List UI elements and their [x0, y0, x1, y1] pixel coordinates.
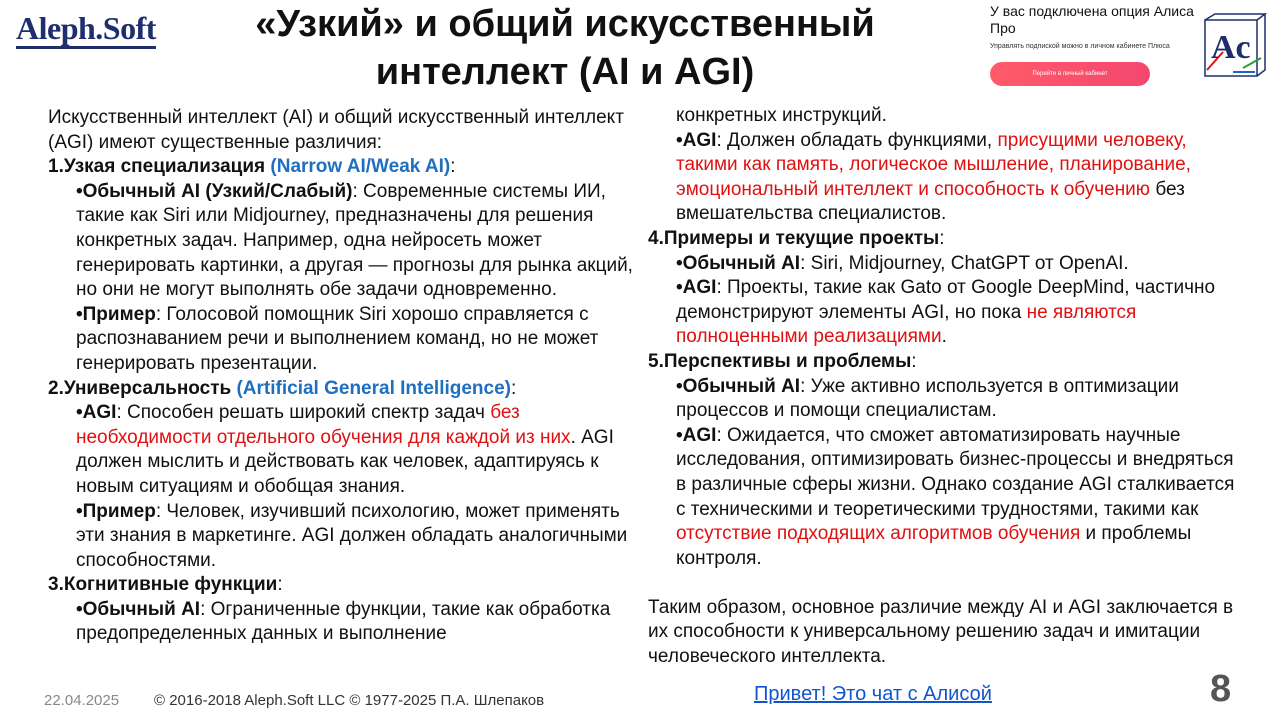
s4-bullet-2-tail: . [941, 326, 947, 348]
s3-bullet-1-text: : Ограниченные функции, такие как обработка предопределенных данных и выполнение [76, 598, 611, 645]
aleph-soft-logo: Aleph.Soft [16, 10, 156, 49]
section-1-title: 1.Узкая специализация [48, 156, 266, 178]
section-3-title: 3.Когнитивные функции [48, 574, 278, 596]
section-1-tag: (Narrow AI/Weak AI) [270, 156, 451, 178]
s2-bullet-2-label: •Пример [76, 500, 156, 522]
s2-bullet-2-text: : Человек, изучивший психологию, может применять эти знания в маркетинге. AGI должен обладать аналогичными способностями. [76, 500, 628, 571]
s5-bullet-2-label: •AGI [676, 424, 717, 446]
s5-bullet-2-tail: и проблемы контроля. [676, 523, 1192, 569]
badge-letters: Ac [1211, 29, 1251, 66]
s1-bullet-2-label: •Пример [76, 303, 156, 325]
conclusion-text: Таким образом, основное различие между AI и AGI заключается в их способности к универсальному решению задач и имитации человеческого интеллекта. [648, 596, 1234, 668]
s3-bullet-2-highlight: присущими человеку, такими как память, логическое мышление, планирование, эмоциональный интеллект и способность к обучению [676, 129, 1191, 200]
page-number: 8 [1210, 668, 1232, 710]
section-2-title: 2.Универсальность [48, 377, 232, 399]
promo-title: У вас подключена опция Алиса Про [990, 3, 1194, 36]
s4-bullet-1-label: •Обычный AI [676, 252, 801, 274]
s5-bullet-2-highlight: отсутствие подходящих алгоритмов обучения [676, 523, 1081, 545]
s3-bullet-2-label: •AGI [676, 129, 717, 151]
alice-pro-promo [990, 3, 1200, 86]
left-column: Искусственный интеллект (AI) и общий искусственный интеллект (AGI) имеют существенные различия: 1.Узкая специализация (Narrow AI/Weak AI): •Обычный AI (Узкий/Слабый): Современные системы ИИ, такие как Siri или Midjourney, предназначены для решения конкретных задач. Например, одна нейросеть может генерировать картинки, а другая — прогнозы для рынка акций, но они не могут выполнять обе задачи одновременно. •Пример: Голосовой помощник Siri хорошо справляется с распознаванием речи и выполнением команд, но не может генерировать презентации. 2.Универсальность (Artificial General Intelligence): •AGI: Способен решать широкий спектр задач без необходимости отдельного обучения для каждой из них. AGI должен мыслить и действовать как человек, адаптируясь к новым ситуациям и обобщая знания. •Пример: Человек, изучивший психологию, может применять эти знания в маркетинге. AGI должен обладать аналогичными способностями. 3.Когнитивные функции: •Обычный AI: Ограниченные функции, такие как обработка предопределенных данных и выполнение [48, 106, 648, 647]
s4-bullet-2-text: : Проекты, такие как Gato от Google DeepMind, частично демонстрируют элементы AGI, но пока [676, 277, 1216, 323]
slide-title: «Узкий» и общий искусственный интеллект (AI и AGI) [255, 3, 875, 93]
s2-bullet-1-label: •AGI [76, 402, 117, 424]
s4-bullet-2-highlight: не являются полноценными реализациями [676, 301, 1137, 348]
section-2-tag: (Artificial General Intelligence) [236, 377, 512, 399]
s1-bullet-2-text: : Голосовой помощник Siri хорошо справляется с распознаванием речи и выполнением команд, но не может генерировать презентации. [76, 303, 599, 374]
s5-bullet-1-text: : Уже активно используется в оптимизации процессов и помощи специалистам. [676, 375, 1179, 422]
section-5-title: 5.Перспективы и проблемы [648, 350, 912, 372]
ac-cube-logo-icon [1203, 12, 1267, 78]
s2-bullet-1-highlight: без необходимости отдельного обучения для каждой из них [76, 402, 571, 448]
s3-bullet-1-label: •Обычный AI [76, 598, 201, 620]
s5-bullet-1-label: •Обычный AI [676, 375, 801, 397]
alice-chat-link[interactable]: Привет! Это чат с Алисой [754, 683, 992, 705]
promo-subtitle: Управлять подпиской можно в личном кабинете Плюса [990, 43, 1170, 50]
s1-bullet-1-label: •Обычный AI (Узкий/Слабый) [76, 180, 353, 202]
section-4-title: 4.Примеры и текущие проекты [648, 227, 940, 249]
s2-bullet-1-text: : Способен решать широкий спектр задач [116, 402, 491, 424]
s3-bullet-2-text: : Должен обладать функциями, [716, 129, 998, 151]
s1-bullet-1-text: : Современные системы ИИ, такие как Siri или Midjourney, предназначены для решения конкретных задач. Например, одна нейросеть может генерировать картинки, а другая — прогнозы для рынка акций, но они не могут выполнять обе задачи одновременно. [76, 180, 633, 301]
s4-bullet-2-label: •AGI [676, 277, 717, 299]
footer-copyright: © 2016-2018 Aleph.Soft LLC © 1977-2025 П.А. Шлепаков [154, 692, 545, 709]
personal-account-button[interactable]: Перейти в личный кабинет [990, 62, 1150, 86]
right-column: конкретных инструкций. •AGI: Должен обладать функциями, присущими человеку, такими как память, логическое мышление, планирование, эмоциональный интеллект и способность к обучению без вмешательства специалистов. 4.Примеры и текущие проекты: •Обычный AI: Siri, Midjourney, ChatGPT от OpenAI. •AGI: Проекты, такие как Gato от Google DeepMind, частично демонстрируют элементы AGI, но пока не являются полноценными реализациями. 5.Перспективы и проблемы: •Обычный AI: Уже активно используется в оптимизации процессов и помощи специалистам. •AGI: Ожидается, что сможет автоматизировать научные исследования, оптимизировать бизнес-процессы и внедряться в различные сферы жизни. Однако создание AGI сталкивается с техническими и теоретическими трудностями, такими как отсутствие подходящих алгоритмов обучения и проблемы контроля. Таким образом, основное различие между AI и AGI заключается в их способности к универсальному решению задач и имитации человеческого интеллекта. [648, 106, 1248, 670]
footer-date: 22.04.2025 [44, 692, 120, 709]
s3-bullet-2-tail: без вмешательства специалистов. [676, 178, 1185, 225]
intro-text: Искусственный интеллект (AI) и общий искусственный интеллект (AGI) имеют существенные различия: [48, 107, 624, 153]
s2-bullet-1-tail: . AGI должен мыслить и действовать как человек, адаптируясь к новым ситуациям и обобщая знания. [76, 426, 614, 497]
s4-bullet-1-text: : Siri, Midjourney, ChatGPT от OpenAI. [800, 252, 1129, 274]
s5-bullet-2-text: : Ожидается, что сможет автоматизировать научные исследования, оптимизировать бизнес-процессы и внедряться в различные сферы жизни. Однако создание AGI сталкивается с техническими и теоретическими трудностями, такими как [676, 424, 1235, 520]
s3-bullet-1-continuation: конкретных инструкций. [676, 105, 887, 126]
